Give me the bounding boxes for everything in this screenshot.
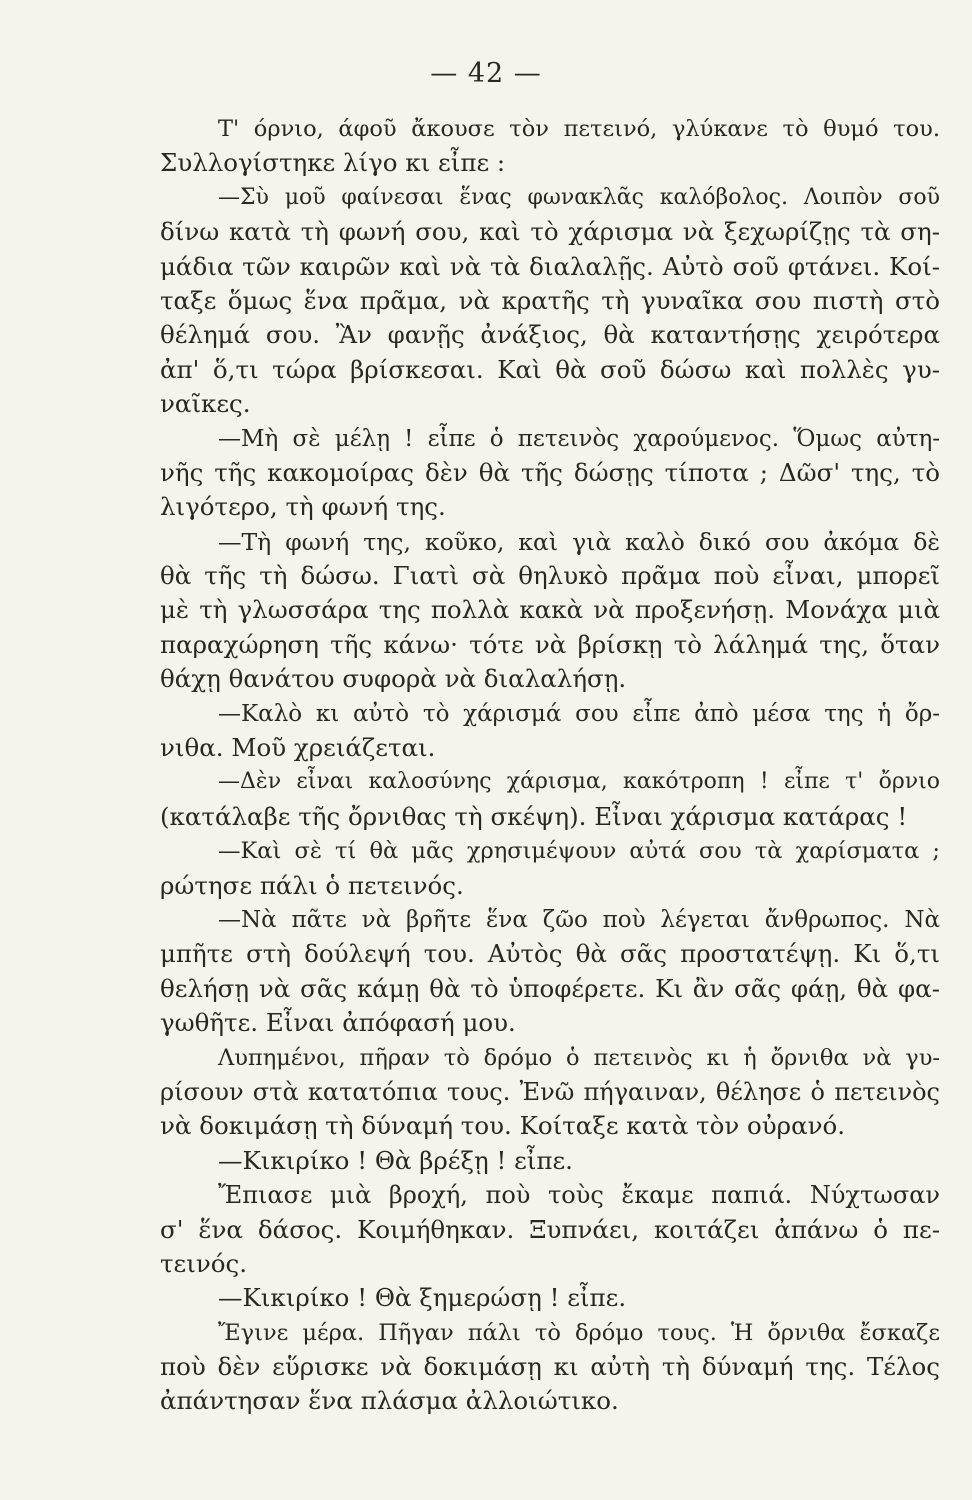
text-line: —Κικιρίκο ! Θὰ ξημερώσῃ ! εἶπε. <box>218 1283 627 1313</box>
text-line: νῆς τῆς κακομοίρας δὲν θὰ τῆς δώσῃς τίποτα ; Δῶσ' της, τὸ <box>160 457 940 487</box>
text-line: νὰ δοκιμάσῃ τὴ δύναμή του. Κοίταξε κατὰ τὸν οὐρανό. <box>160 1111 846 1141</box>
text-line: —Καὶ σὲ τί θὰ μᾶς χρησιμέψουν αὐτά σου τὰ χαρίσματα ; <box>218 838 940 865</box>
text-line: —Μὴ σὲ μέλῃ ! εἶπε ὁ πετεινὸς χαρούμενος. Ὅμως αὐτη- <box>218 425 940 452</box>
text-line: μπῆτε στὴ δούλεψή του. Αὐτὸς θὰ σᾶς προστατέψῃ. Κι ὅ,τι <box>160 939 940 969</box>
text-line: Λυπημένοι, πῆραν τὸ δρόμο ὁ πετεινὸς κι ἡ ὄρνιθα νὰ γυ- <box>218 1044 940 1071</box>
text-line: ἀπ' ὅ,τι τώρα βρίσκεσαι. Καὶ θὰ σοῦ δώσω καὶ πολλὲς γυ- <box>160 354 940 384</box>
text-line: θελήσῃ νὰ σᾶς κάμῃ θὰ τὸ ὑποφέρετε. Κι ἂν σᾶς φάῃ, θὰ φα- <box>160 973 940 1003</box>
text-line: δίνω κατὰ τὴ φωνή σου, καὶ τὸ χάρισμα νὰ ξεχωρίζῃς τὰ ση- <box>160 217 940 247</box>
body-text <box>160 112 940 1419</box>
page-number: — 42 — <box>430 58 542 89</box>
text-line: ποὺ δὲν εὕρισκε νὰ δοκιμάσῃ κι αὐτὴ τὴ δύναμή της. Τέλος <box>160 1352 940 1382</box>
text-line: Ἔπιασε μιὰ βροχή, ποὺ τοὺς ἔκαμε παπιά. Νύχτωσαν <box>218 1181 940 1210</box>
text-line: γωθῆτε. Εἶναι ἀπόφασή μου. <box>160 1008 516 1038</box>
text-line: λιγότερο, τὴ φωνή της. <box>160 492 446 522</box>
text-line: μάδια τῶν καιρῶν καὶ νὰ τὰ διαλαλῇς. Αὐτὸ σοῦ φτάνει. Κοί- <box>160 251 940 281</box>
text-line: νιθα. Μοῦ χρειάζεται. <box>160 733 436 763</box>
text-line: —Δὲν εἶναι καλοσύνης χάρισμα, κακότροπη ! εἶπε τ' ὄρνιο <box>218 769 940 795</box>
text-line: (κατάλαβε τῆς ὄρνιθας τὴ σκέψη). Εἶναι χάρισμα κατάρας ! <box>160 801 908 831</box>
text-line: θάχῃ θανάτου συφορὰ νὰ διαλαλήσῃ. <box>160 664 627 694</box>
text-line: —Κικιρίκο ! Θὰ βρέξῃ ! εἶπε. <box>218 1145 573 1175</box>
text-line: Τ' όρνιο, άφοῦ ἄκουσε τὸν πετεινό, γλύκανε τὸ θυμό του. <box>218 116 940 142</box>
text-line: —Τὴ φωνή της, κοῦκο, καὶ γιὰ καλὸ δικό σου ἀκόμα δὲ <box>218 527 940 556</box>
text-line: —Καλὸ κι αὐτὸ τὸ χάρισμά σου εἶπε ἀπὸ μέσα της ἡ ὄρ- <box>218 700 940 727</box>
text-line: ρώτησε πάλι ὁ πετεινός. <box>160 870 464 900</box>
text-line: θέλημά σου. Ἂν φανῇς ἀνάξιος, θὰ καταντήσῃς χειρότερα <box>160 320 940 350</box>
text-line: τεινός. <box>160 1248 248 1278</box>
text-line: θὰ τῆς τὴ δώσω. Γιατὶ σὰ θηλυκὸ πρᾶμα ποὺ εἶναι, μπορεῖ <box>160 561 940 591</box>
text-line: σ' ἕνα δάσος. Κοιμήθηκαν. Ξυπνάει, κοιτάζει ἀπάνω ὁ πε- <box>160 1214 940 1244</box>
text-line: Συλλογίστηκε λίγο κι εἶπε : <box>160 148 506 178</box>
text-line: —Νὰ πᾶτε νὰ βρῆτε ἕνα ζῶο ποὺ λέγεται ἄνθρωπος. Νὰ <box>218 906 940 933</box>
text-line: —Σὺ μοῦ φαίνεσαι ἕνας φωνακλᾶς καλόβολος. Λοιπὸν σοῦ <box>218 184 940 210</box>
text-line: παραχώρηση τῆς κάνω· τότε νὰ βρίσκῃ τὸ λάλημά της, ὅταν <box>160 629 940 659</box>
text-line: ναῖκες. <box>160 389 251 419</box>
text-line: ρίσουν στὰ κατατόπια τους. Ἐνῶ πήγαιναν, θέλησε ὁ πετεινὸς <box>160 1077 940 1106</box>
text-line: Ἔγινε μέρα. Πῆγαν πάλι τὸ δρόμο τους. Ἡ ὄρνιθα ἔσκαζε <box>218 1319 940 1346</box>
text-line: μὲ τὴ γλωσσάρα της πολλὰ κακὰ νὰ προξενήσῃ. Μονάχα μιὰ <box>160 595 940 625</box>
text-line: ταξε ὅμως ἕνα πρᾶμα, νὰ κρατῆς τὴ γυναῖκα σου πιστὴ στὸ <box>160 285 940 315</box>
text-line: ἀπάντησαν ἕνα πλάσμα ἀλλοιώτικο. <box>160 1386 619 1416</box>
